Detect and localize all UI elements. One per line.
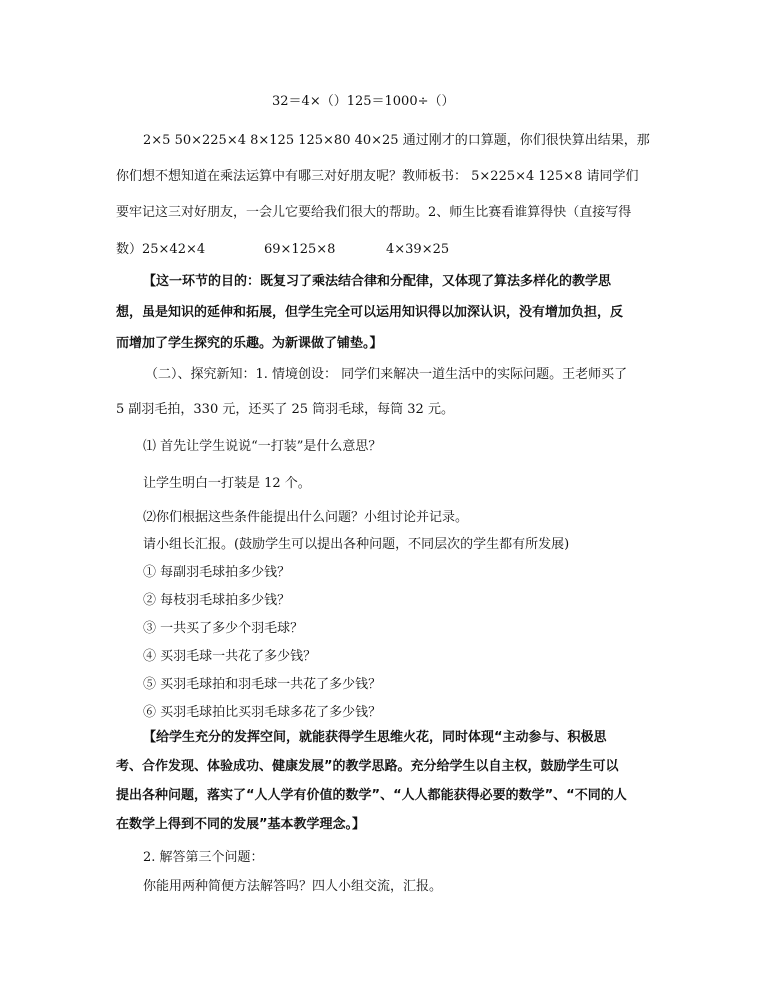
paragraph-line: 5 副羽毛拍，330 元，还买了 25 筒羽毛球，每筒 32 元。: [116, 402, 454, 417]
paragraph-line: 2×5 50×225×4 8×125 125×80 40×25 通过刚才的口算题，你们很快算出结果，那: [143, 133, 650, 148]
question-item: ① 每副羽毛球拍多少钱？: [143, 565, 291, 580]
paragraph-line: 69×125×8: [264, 242, 336, 257]
bold-commentary-line: 在数学上得到不同的发展”基本教学理念。】: [116, 817, 366, 832]
paragraph-line: 要牢记这三对好朋友，一会儿它要给我们很大的帮助。2、师生比赛看谁算得快（直接写得: [116, 205, 632, 220]
question-item: ⑥ 买羽毛球拍比买羽毛球多花了多少钱？: [143, 705, 382, 720]
paragraph-line: 4×39×25: [386, 242, 450, 257]
paragraph-line: 让学生明白一打装是 12 个。: [143, 476, 311, 491]
paragraph-line: 你们想不想知道在乘法运算中有哪三对好朋友呢？教师板书： 5×225×4 125×8 请同学们: [116, 169, 639, 184]
question-item: ⑤ 买羽毛球拍和羽毛球一共花了多少钱？: [143, 677, 382, 692]
paragraph-line: ⑵你们根据这些条件能提出什么问题？小组讨论并记录。: [143, 510, 469, 525]
bold-commentary-line: 而增加了学生探究的乐趣。为新课做了铺垫。】: [116, 336, 383, 351]
bold-commentary-line: 考、合作发现、体验成功、健康发展”的教学思路。充分给学生以自主权，鼓励学生可以: [116, 759, 619, 774]
equation-line: 32＝4×（）125＝1000÷（）: [272, 94, 455, 109]
paragraph-line: 数）25×42×4: [116, 242, 206, 257]
section-heading-line: （二）、探究新知：1. 情境创设： 同学们来解决一道生活中的实际问题。王老师买了: [145, 367, 628, 382]
question-item: ③ 一共买了多少个羽毛球？: [143, 621, 304, 636]
question-item: ④ 买羽毛球一共花了多少钱？: [143, 649, 317, 664]
paragraph-line: ⑴ 首先让学生说说“一打装”是什么意思？: [143, 439, 382, 454]
paragraph-line: 你能用两种简便方法解答吗？四人小组交流，汇报。: [143, 879, 443, 894]
bold-commentary-line: 提出各种问题，落实了“人人学有价值的数学”、“人人都能获得必要的数学”、“不同的人: [116, 788, 627, 803]
bold-commentary-line: 想，虽是知识的延伸和拓展，但学生完全可以运用知识得以加深认识，没有增加负担，反: [116, 305, 624, 320]
bold-commentary-line: 【给学生充分的发挥空间，就能获得学生思维火花，同时体现“主动参与、积极思: [143, 730, 607, 745]
paragraph-line: 请小组长汇报。(鼓励学生可以提出各种问题，不同层次的学生都有所发展): [143, 537, 570, 552]
question-item: ② 每枝羽毛球拍多少钱？: [143, 593, 291, 608]
bold-commentary-line: 【这一环节的目的：既复习了乘法结合律和分配律，又体现了算法多样化的教学思: [143, 274, 612, 289]
paragraph-line: 2. 解答第三个问题：: [143, 850, 264, 865]
